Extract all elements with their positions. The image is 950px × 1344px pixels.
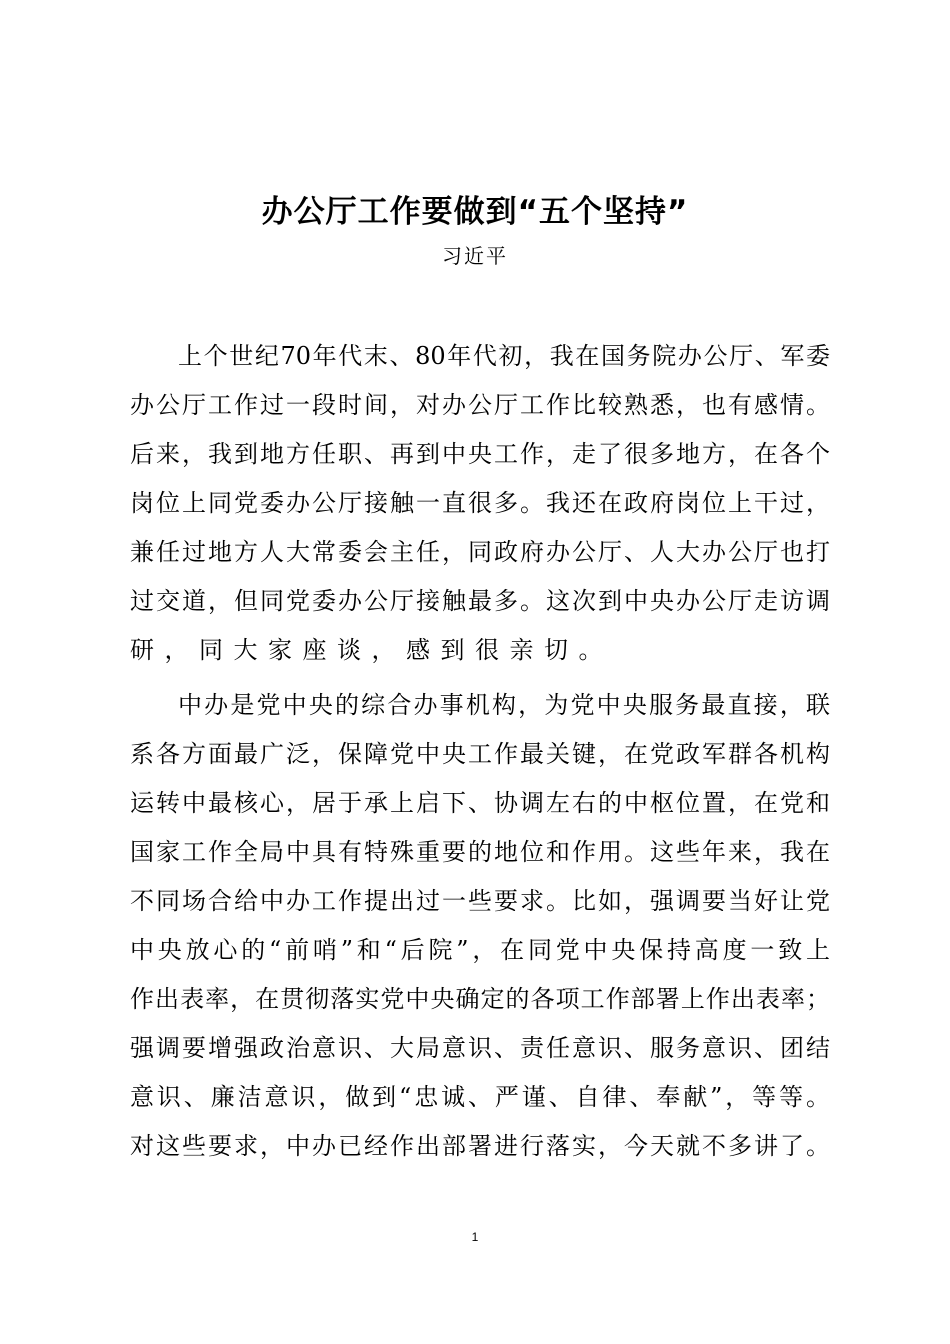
text-line: 岗位上同党委办公厅接触一直很多。我还在政府岗位上干过， [130,489,830,517]
text-line: 中央放心的“前哨”和“后院”，在同党中央保持高度一致上 [130,936,830,964]
text-line: 不同场合给中办工作提出过一些要求。比如，强调要当好让党 [130,887,830,915]
page-number: 1 [471,1230,479,1244]
text-line: 作出表率，在贯彻落实党中央确定的各项工作部署上作出表率； [130,985,830,1013]
text-line: 办公厅工作过一段时间，对办公厅工作比较熟悉，也有感情。 [130,391,830,419]
paragraph [130,683,830,1173]
text-line: 中办是党中央的综合办事机构，为党中央服务最直接，联 [178,691,830,719]
text-line: 后来，我到地方任职、再到中央工作，走了很多地方，在各个 [130,440,830,468]
text-line: 运转中最核心，居于承上启下、协调左右的中枢位置，在党和 [130,789,830,817]
text-line: 意识、廉洁意识，做到“忠诚、严谨、自律、奉献”，等等。 [130,1083,830,1111]
document-author: 习近平 [442,244,508,268]
text-line: 兼任过地方人大常委会主任，同政府办公厅、人大办公厅也打 [130,538,830,566]
text-line: 对这些要求，中办已经作出部署进行落实，今天就不多讲了。 [130,1132,830,1160]
text-line: 上个世纪70年代末、80年代初，我在国务院办公厅、军委 [178,342,830,370]
document-title: 办公厅工作要做到“五个坚持” [261,194,689,230]
text-line: 过交道，但同党委办公厅接触最多。这次到中央办公厅走访调 [130,587,830,615]
document-body [130,334,830,1179]
text-line: 强调要增强政治意识、大局意识、责任意识、服务意识、团结 [130,1034,830,1062]
text-line: 系各方面最广泛，保障党中央工作最关键，在党政军群各机构 [130,740,830,768]
text-line: 研，同大家座谈，感到很亲切。 [130,636,613,664]
paragraph [130,334,830,677]
text-line: 国家工作全局中具有特殊重要的地位和作用。这些年来，我在 [130,838,830,866]
